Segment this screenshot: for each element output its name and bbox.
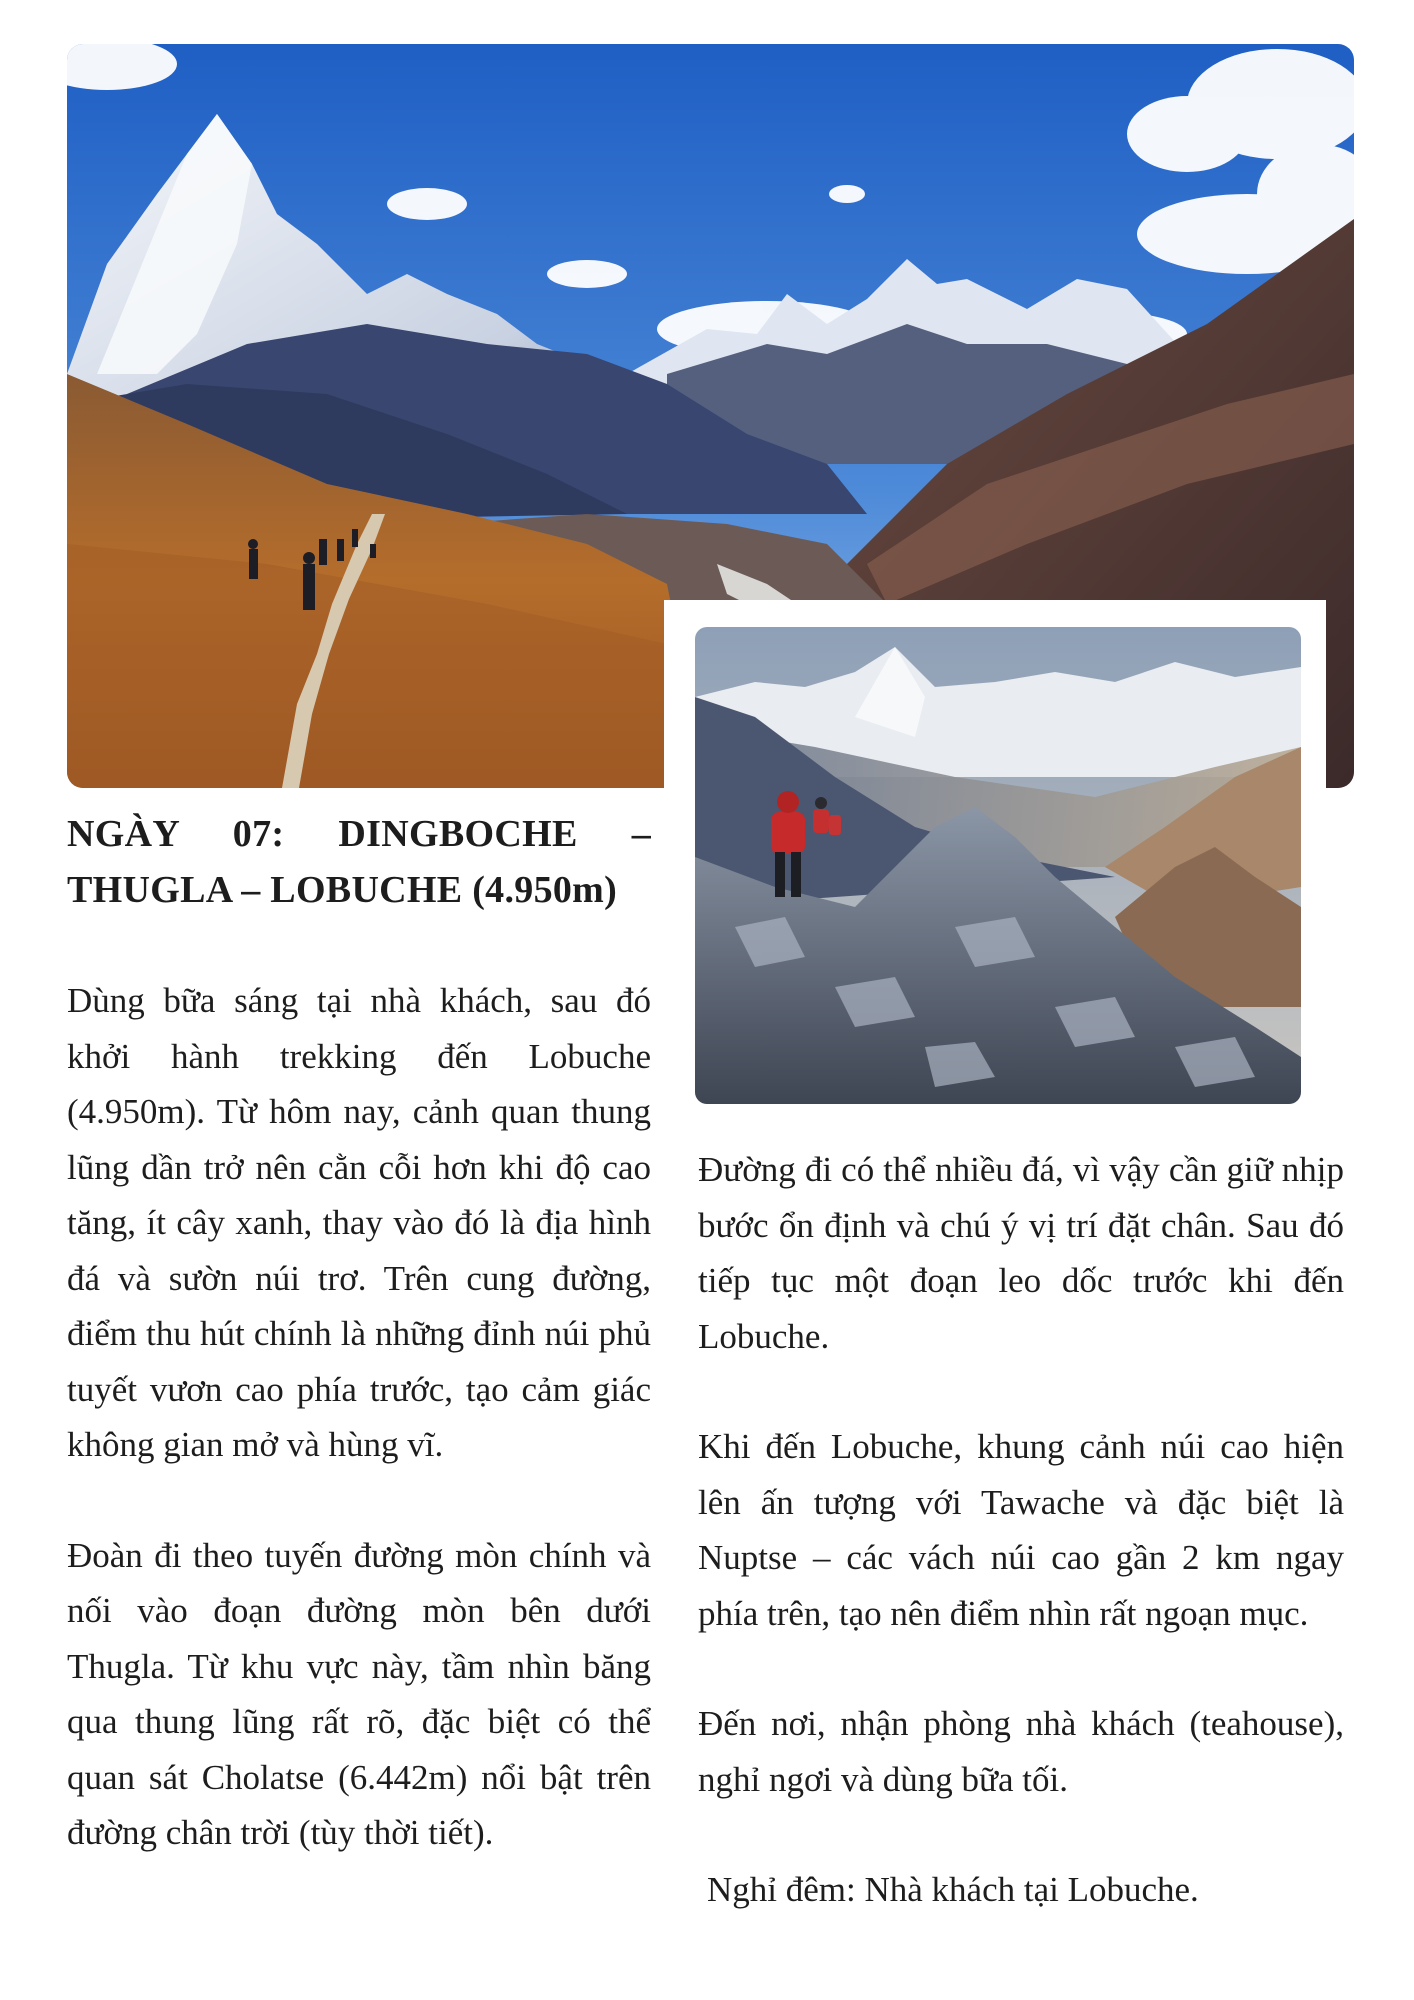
- left-paragraph-2: Đoàn đi theo tuyến đường mòn chính và nối vào đoạn đường mòn bên dưới Thugla. Từ khu vực này, tầm nhìn băng qua thung lũng rất rõ, đặc biệt có thể quan sát Cholatse (6.442m) nổi bật trên đường chân trời (tùy thời tiết).: [67, 1535, 651, 1852]
- right-paragraph-1: Đường đi có thể nhiều đá, vì vậy cần giữ nhịp bước ổn định và chú ý vị trí đặt chân. Sau đó tiếp tục một đoạn leo dốc trước khi đến Lobuche.: [698, 1150, 1344, 1356]
- right-column: [698, 1142, 1344, 1973]
- inset-photo: [695, 627, 1301, 1104]
- overnight-note: Nghỉ đêm: Nhà khách tại Lobuche.: [707, 1870, 1199, 1909]
- left-paragraph-1: Dùng bữa sáng tại nhà khách, sau đó khởi hành trekking đến Lobuche (4.950m). Từ hôm nay, cảnh quan thung lũng dần trở nên cằn cỗi hơn khi độ cao tăng, ít cây xanh, thay vào đó là địa hình đá và sườn núi trơ. Trên cung đường, điểm thu hút chính là những đỉnh núi phủ tuyết vươn cao phía trước, tạo cảm giác không gian mở và hùng vĩ.: [67, 981, 651, 1464]
- day-title: NGÀY 07: DINGBOCHE – THUGLA – LOBUCHE (4.950m): [67, 813, 651, 911]
- climbers-on-rocky-ridge-photo-icon: [695, 627, 1301, 1104]
- right-paragraph-3: Đến nơi, nhận phòng nhà khách (teahouse), nghỉ ngơi và dùng bữa tối.: [698, 1704, 1344, 1799]
- right-paragraph-2: Khi đến Lobuche, khung cảnh núi cao hiện lên ấn tượng với Tawache và đặc biệt là Nuptse – các vách núi cao gần 2 km ngay phía trên, tạo nên điểm nhìn rất ngoạn mục.: [698, 1427, 1344, 1633]
- left-column: [67, 973, 651, 1916]
